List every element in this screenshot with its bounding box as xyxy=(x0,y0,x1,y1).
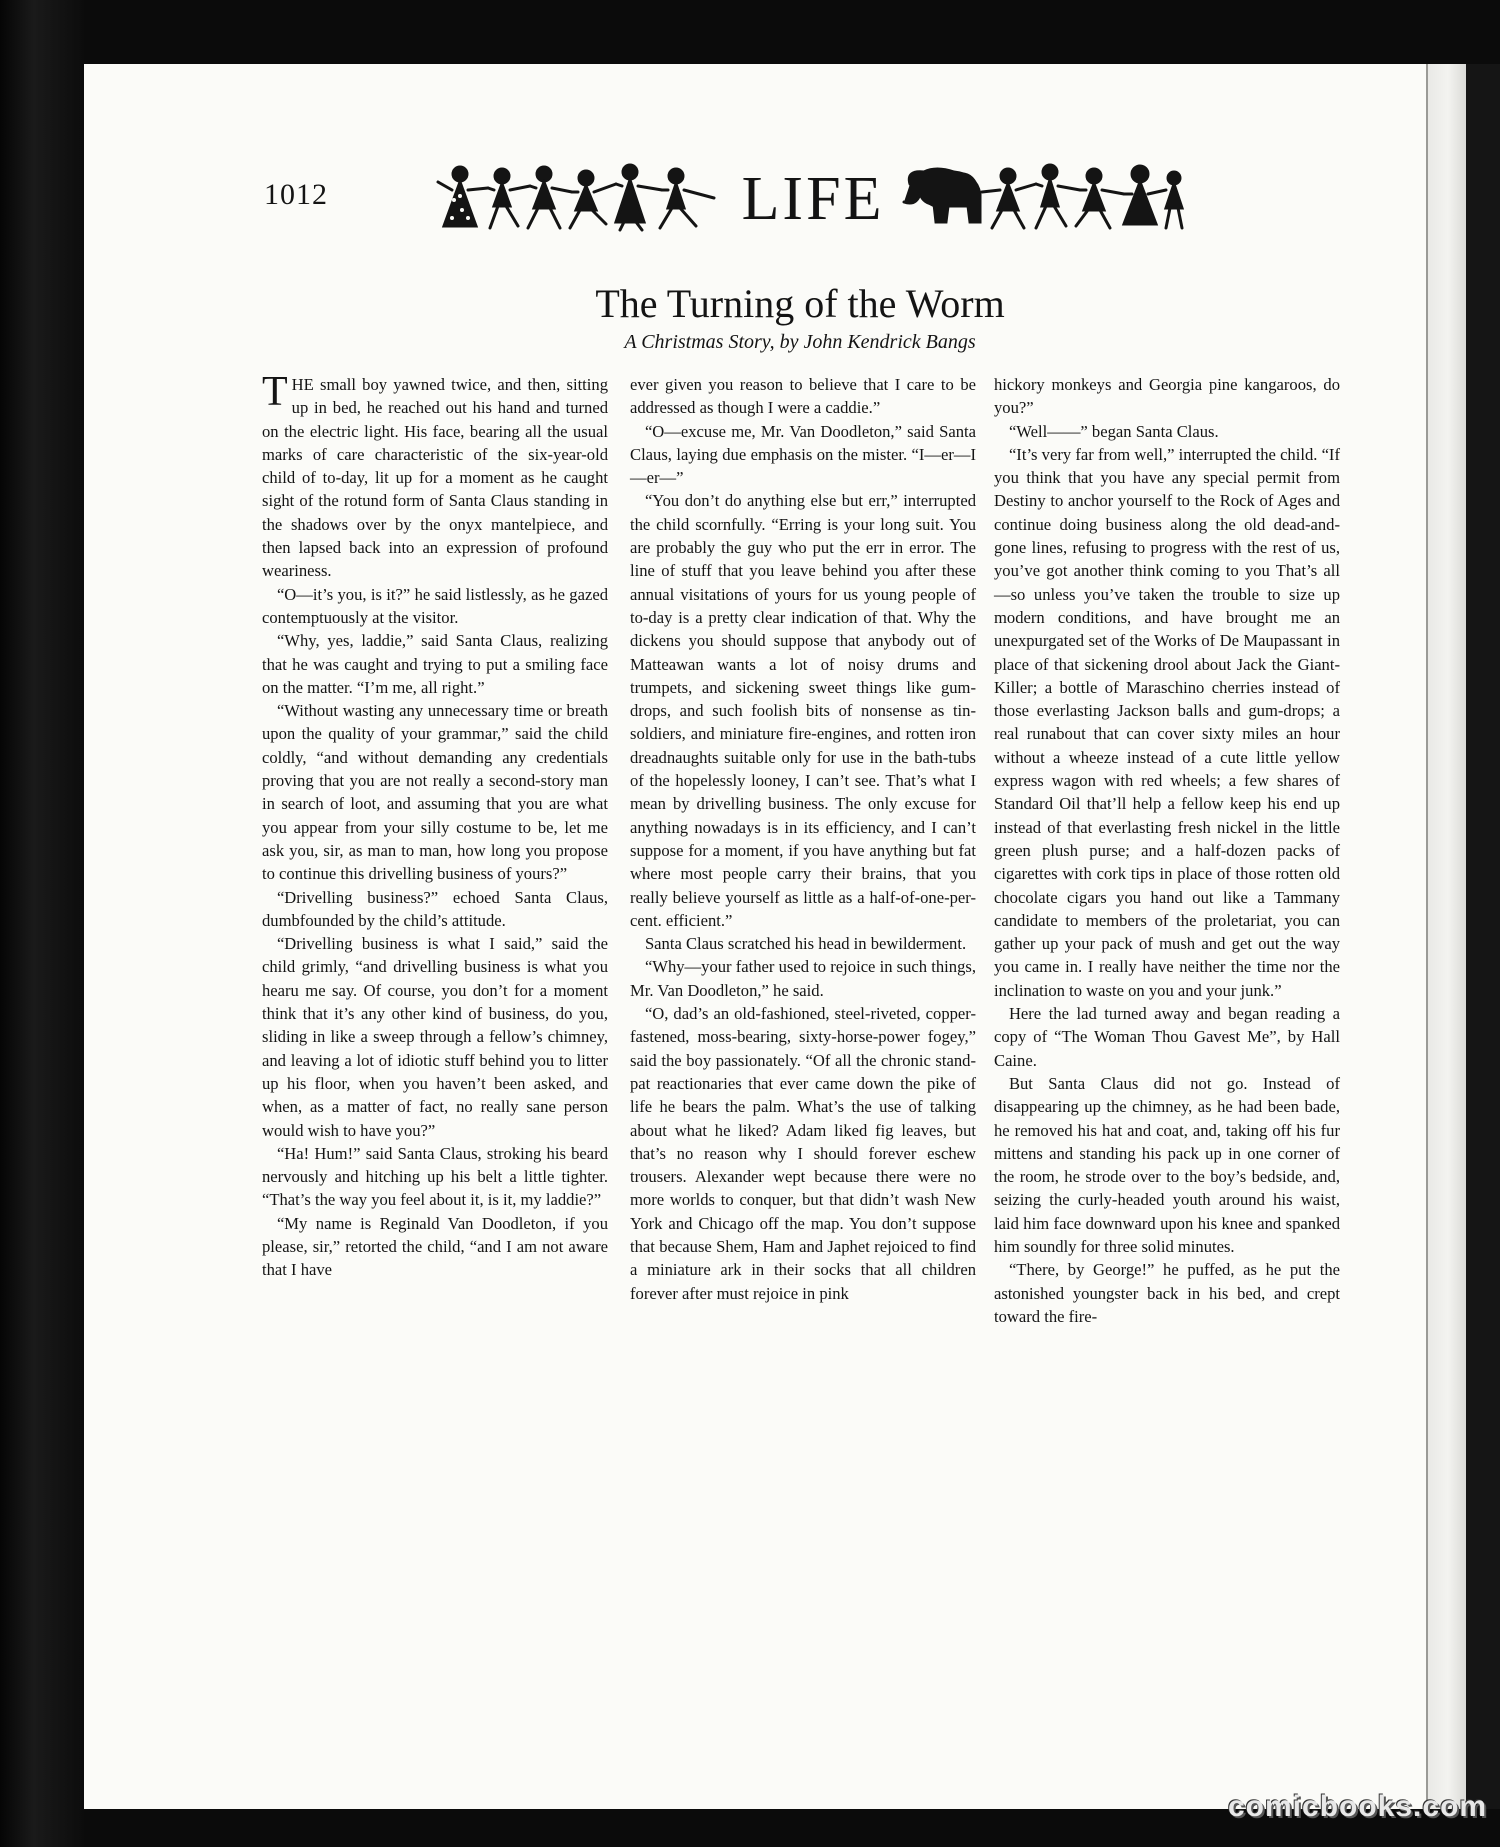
paragraph: “You don’t do anything else but err,” interrupted the child scornfully. “Erring is your long suit. You are probably the guy who put the err in error. The line of stuff that you leave behind you after these annual visitations of yours for us young people of to-day is a pretty clear indication of that. Why the dickens you should suppose that anybody out of Matteawan wants a lot of noisy drums and trumpets, and sickening sweet things like gum-drops, and such foolish bits of nonsense as tin-soldiers, and miniature fire-engines, and rotten iron dreadnaughts suitable only for use in the bath-tubs of the hopelessly looney, I can’t see. That’s what I mean by drivelling business. The only excuse for anything nowadays is in its efficiency, and I can’t suppose for a moment, if you have anything but fat where most people carry their brains, that you really believe yourself as little as a half-of-one-per-cent. efficient.” xyxy=(630,491,976,930)
paragraph: “Drivelling business?” echoed Santa Claus, dumbfounded by the child’s attitude. xyxy=(262,887,608,930)
paragraph-text: HE small boy yawned twice, and then, sitting up in bed, he reached out his hand and turned on the electric light. His face, bearing all the usual marks of care characteristic of the six-year-old child of to-day, lit up for a moment as he caught sight of the rotund form of Santa Claus standing in the shadows over by the onyx mantelpiece, and then lapsed back into an expression of profound weariness. xyxy=(262,375,608,581)
paragraph: “Why, yes, laddie,” said Santa Claus, realizing that he was caught and trying to put a smiling face on the matter. “I’m me, all right.” xyxy=(262,631,608,697)
facing-page-edge xyxy=(1426,64,1468,1809)
page-number: 1012 xyxy=(264,178,328,211)
dancing-figures-left-icon xyxy=(430,160,730,240)
text-column-3 xyxy=(994,373,1340,1328)
paragraph: “It’s very far from well,” interrupted the child. “If you think that you have any special permit from Destiny to anchor yourself to the Rock of Ages and continue doing business along the old dead-and-gone lines, refusing to progress with the rest of us, you’ve got another think coming to you That’s all—so unless you’ve taken the trouble to size up modern conditions, and have brought me an unexpurgated set of the Works of De Maupassant in place of that sickening drool about Jack the Giant-Killer; a bottle of Maraschino cherries instead of those everlasting Jackson balls and gum-drops; a real runabout that can cover sixty miles an hour without a wheeze instead of a cute little yellow express wagon with red wheels; a few shares of Standard Oil that’ll help a fellow keep his end up instead of that everlasting fresh nickel in the little green plush purse; and a half-dozen packs of cigarettes with cork tips in place of those rotten old chocolate cigars you hand out like a Tammany candidate to members of the proletariat, you can gather up your pack of mush and get out the way you came in. I really have neither the time nor the inclination to waste on you and your junk.” xyxy=(994,444,1340,1000)
paragraph: ever given you reason to believe that I care to be addressed as though I were a caddie.” xyxy=(630,375,976,418)
paragraph: “Without wasting any unnecessary time or breath upon the quality of your grammar,” said the child coldly, “and without demanding any credentials proving that you are not really a second-story man in search of loot, and assuming that you are what you appear from your silly costume to be, let me ask you, sir, as man to man, how long you propose to continue this drivelling business of yours?” xyxy=(262,701,608,884)
elephant-and-dancers-right-icon xyxy=(896,160,1186,240)
paragraph: “O, dad’s an old-fashioned, steel-riveted, copper-fastened, moss-bearing, sixty-horse-power fogey,” said the boy passionately. “Of all the chronic stand-pat reactionaries that ever came down the pike of life he bears the palm. What’s the use of talking about what he liked? Adam liked fig leaves, but that’s no reason why I should forever eschew trousers. Alexander wept because there were no more worlds to conquer, but that didn’t wash New York and Chicago off the map. You don’t suppose that because Shem, Ham and Japhet rejoiced to find a miniature ark in their socks that all children forever after must rejoice in pink xyxy=(630,1004,976,1303)
story-byline: A Christmas Story, by John Kendrick Bangs xyxy=(624,331,976,353)
paragraph: “My name is Reginald Van Doodleton, if you please, sir,” retorted the child, “and I am not aware that I have xyxy=(262,1213,608,1280)
paragraph: “O—it’s you, is it?” he said listlessly, as he gazed contemptuously at the visitor. xyxy=(262,584,608,627)
paragraph: Santa Claus scratched his head in bewilderment. xyxy=(644,934,967,954)
paragraph: “O—excuse me, Mr. Van Doodleton,” said Santa Claus, laying due emphasis on the mister. “I—er—I—er—” xyxy=(630,421,976,488)
paragraph: Here the lad turned away and began reading a copy of “The Woman Thou Gavest Me”, by Hall Caine. xyxy=(994,1004,1340,1070)
text-column-1 xyxy=(262,369,608,1282)
story-title: The Turning of the Worm xyxy=(595,281,1005,326)
text-column-2 xyxy=(630,373,976,1305)
paragraph: “Well——” began Santa Claus. xyxy=(1008,421,1219,441)
masthead xyxy=(430,160,1180,240)
drop-cap: T xyxy=(262,369,288,415)
watermark: comicbooks.com xyxy=(1228,1790,1488,1823)
scan-border-left xyxy=(0,0,84,1847)
magazine-title: LIFE xyxy=(741,165,885,233)
paragraph: “Drivelling business is what I said,” said the child grimly, “and drivelling business is what you hearu me say. Of course, you don’t for a moment think that it’s any other kind of business, do you, sliding in like a sweep through a fellow’s chimney, and leaving a lot of idiotic stuff behind you to litter up his floor, when you haven’t been asked, and when, as a matter of fact, no really sane person would wish to have you?” xyxy=(262,934,608,1140)
paragraph: “There, by George!” he puffed, as he put the astonished youngster back in his bed, and crept toward the fire- xyxy=(994,1260,1340,1326)
paragraph: hickory monkeys and Georgia pine kangaroos, do you?” xyxy=(994,375,1340,418)
paragraph xyxy=(262,369,608,583)
paragraph: But Santa Claus did not go. Instead of disappearing up the chimney, as he had been bade, he removed his hat and coat, and, taking off his fur mittens and standing his pack up in one corner of the room, he strode over to the boy’s bedside, and, seizing the curly-headed youth around his waist, laid him face downward upon his knee and spanked him soundly for three solid minutes. xyxy=(994,1073,1340,1256)
scan-border-right xyxy=(1466,64,1500,1809)
paragraph: “Why—your father used to rejoice in such things, Mr. Van Doodleton,” he said. xyxy=(630,957,976,1000)
paragraph: “Ha! Hum!” said Santa Claus, stroking his beard nervously and hitching up his belt a little tighter. “That’s the way you feel about it, is it, my laddie?” xyxy=(262,1143,608,1210)
